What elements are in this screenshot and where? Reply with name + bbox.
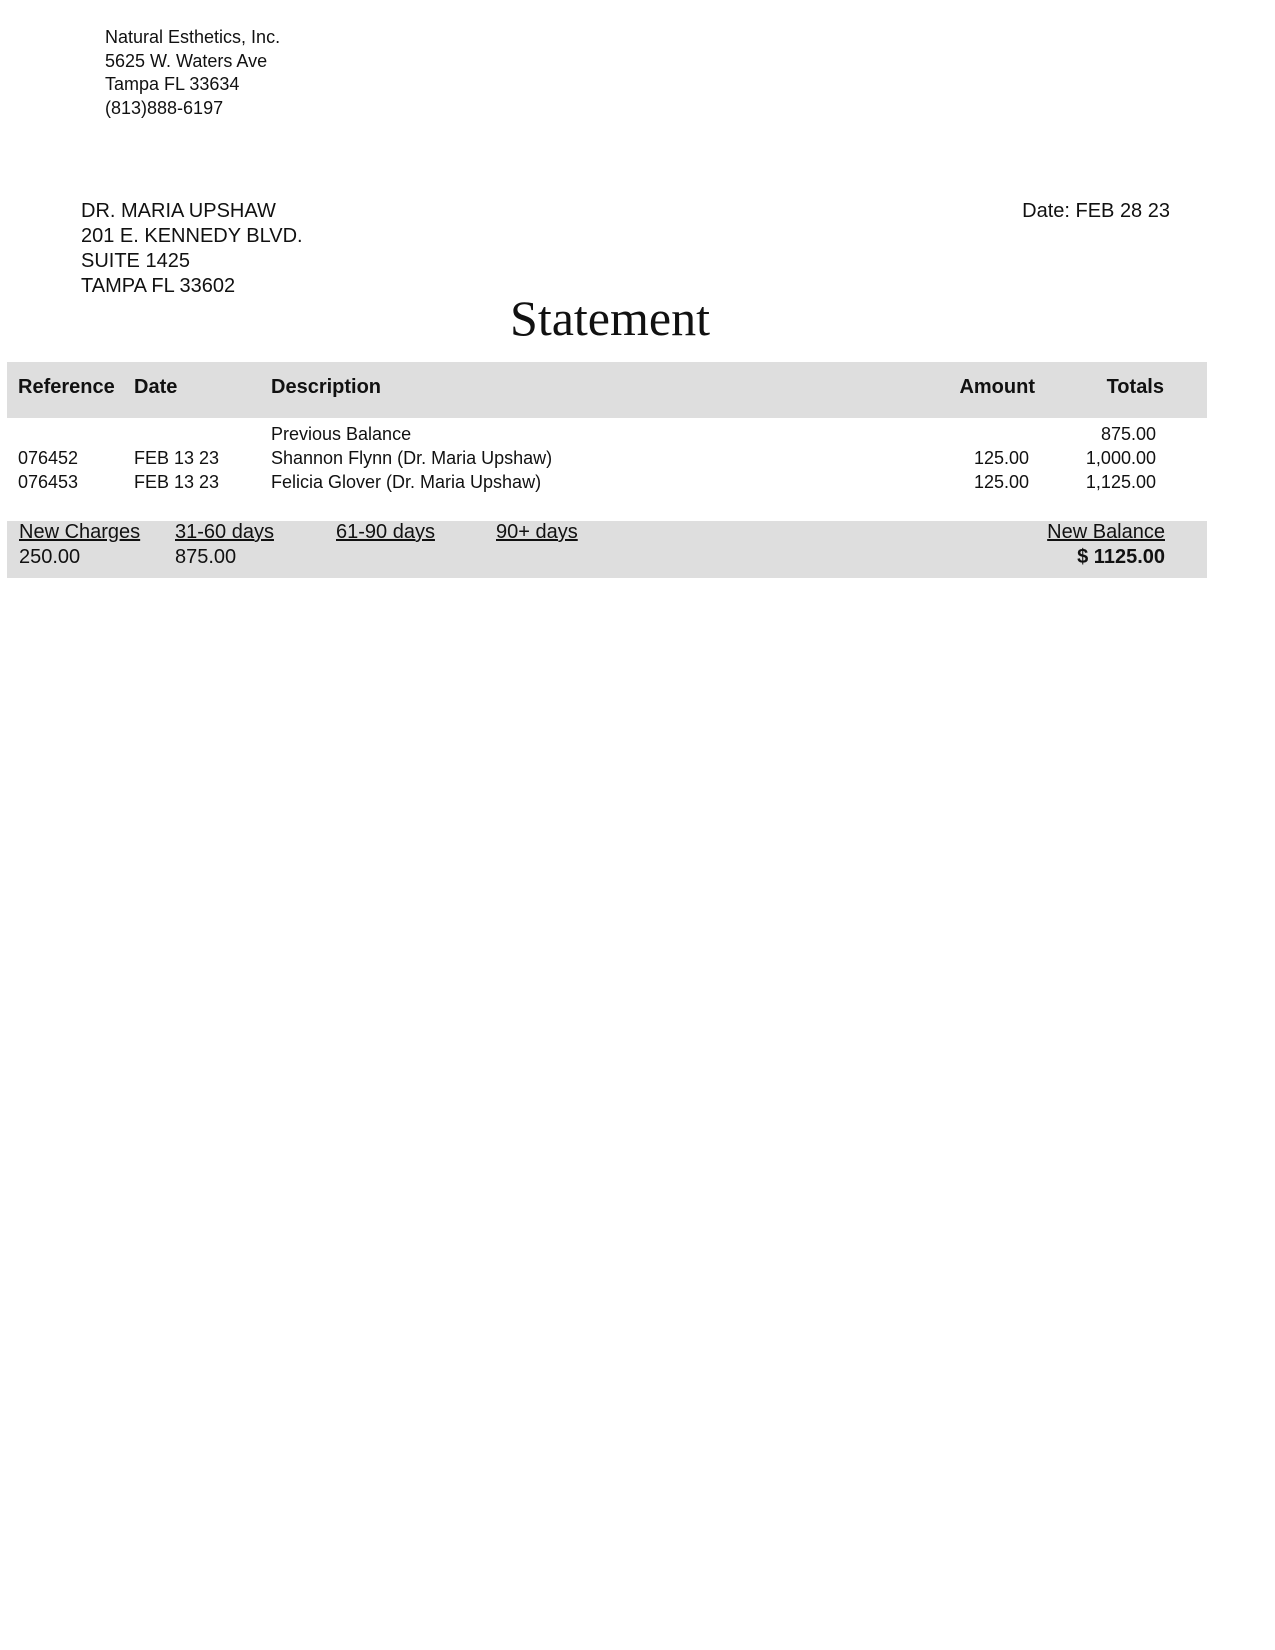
row-description: Previous Balance: [271, 424, 412, 444]
sender-address: [105, 26, 280, 120]
sender-city: Tampa FL 33634: [105, 74, 240, 94]
statement-date: Date: FEB 28 23: [1022, 200, 1170, 222]
new-charges-value: 250.00: [19, 546, 81, 568]
recipient-suite: SUITE 1425: [81, 250, 190, 272]
header-reference: Reference: [18, 376, 115, 398]
new-balance-value: $ 1125.00: [1077, 546, 1165, 568]
row-reference: 076453: [18, 472, 79, 492]
aging-90-plus-label: 90+ days: [496, 521, 578, 543]
aging-31-60-label: 31-60 days: [175, 521, 274, 543]
header-amount: Amount: [959, 376, 1035, 398]
row-date: FEB 13 23: [134, 472, 220, 492]
sender-phone: (813)888-6197: [105, 97, 224, 118]
row-amount: 125.00: [973, 448, 1029, 468]
row-reference: 076452: [18, 448, 79, 468]
row-description: Felicia Glover (Dr. Maria Upshaw): [271, 472, 542, 492]
page-title: Statement: [510, 290, 710, 346]
new-balance-label: New Balance: [1047, 521, 1165, 543]
new-charges-label: New Charges: [19, 521, 141, 543]
header-date: Date: [134, 376, 178, 398]
recipient-address: [81, 199, 303, 299]
sender-street: 5625 W. Waters Ave: [105, 50, 268, 71]
recipient-street: 201 E. KENNEDY BLVD.: [81, 225, 303, 247]
row-amount: 125.00: [973, 472, 1029, 492]
recipient-name: DR. MARIA UPSHAW: [81, 200, 276, 222]
row-date: FEB 13 23: [134, 448, 220, 468]
row-total: 1,000.00: [1085, 448, 1156, 468]
row-description: Shannon Flynn (Dr. Maria Upshaw): [271, 448, 553, 468]
aging-31-60-value: 875.00: [175, 546, 237, 568]
row-total: 875.00: [1100, 424, 1156, 444]
sender-name: Natural Esthetics, Inc.: [105, 27, 281, 47]
header-totals: Totals: [1106, 376, 1164, 398]
header-description: Description: [271, 376, 382, 398]
aging-61-90-label: 61-90 days: [336, 521, 435, 543]
row-total: 1,125.00: [1085, 472, 1156, 492]
recipient-city: TAMPA FL 33602: [81, 275, 236, 297]
